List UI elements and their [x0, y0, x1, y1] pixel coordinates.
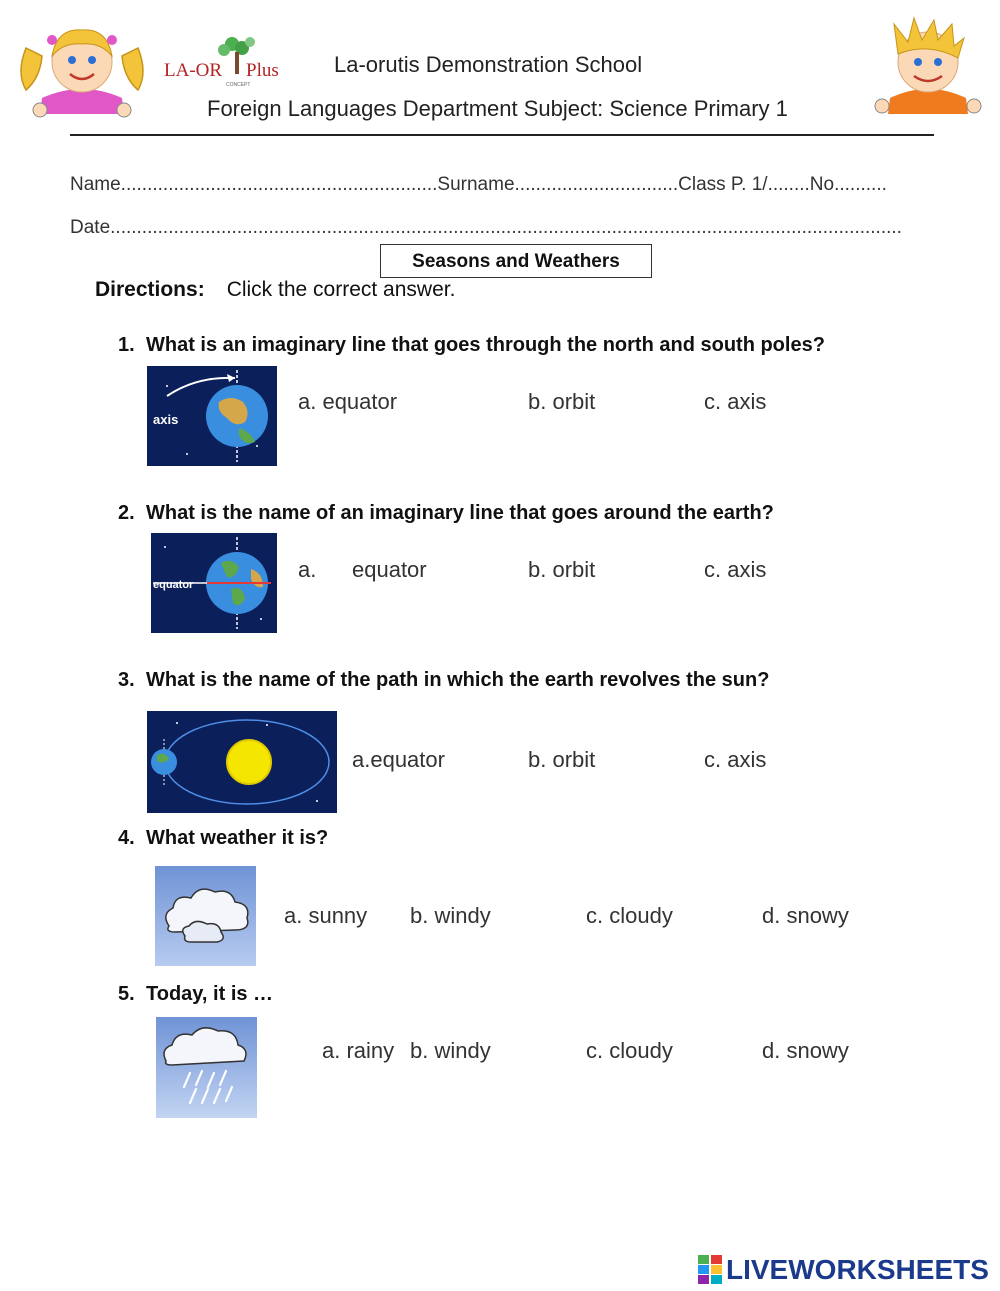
q5-option-c[interactable]: c. cloudy — [586, 1038, 673, 1063]
q4-option-d[interactable]: d. snowy — [762, 903, 849, 928]
rainy-weather-image — [156, 1017, 257, 1118]
school-name: La-orutis Demonstration School — [334, 52, 643, 77]
question-text: Today, it is … — [146, 983, 274, 1005]
logo-text: LA-OR — [164, 60, 223, 81]
question-4 — [118, 827, 328, 850]
question-1 — [118, 334, 825, 357]
q2-option-a-text[interactable]: equator — [352, 557, 427, 582]
question-3 — [118, 669, 769, 692]
q4-option-c[interactable]: c. cloudy — [586, 903, 673, 928]
question-text: What is an imaginary line that goes through the north and south poles? — [146, 334, 825, 356]
question-number: 1. — [118, 334, 135, 356]
q5-option-a[interactable]: a. rainy — [322, 1038, 395, 1063]
question-number: 5. — [118, 983, 135, 1005]
question-number: 3. — [118, 669, 135, 691]
question-5 — [118, 983, 273, 1006]
cloudy-weather-image — [155, 866, 256, 966]
q3-option-a[interactable]: a.equator — [352, 747, 445, 772]
directions-label: Directions: — [95, 278, 205, 301]
date-line: Date...................................................................................................................................................... — [70, 217, 902, 238]
earth-orbit-image — [147, 711, 337, 813]
q4-option-a[interactable]: a. sunny — [284, 903, 368, 928]
worksheet-title: Seasons and Weathers — [380, 244, 652, 278]
q2-option-c[interactable]: c. axis — [704, 557, 767, 582]
boy-cartoon-image — [868, 14, 988, 118]
liveworksheets-icon — [698, 1255, 722, 1285]
q3-option-c[interactable]: c. axis — [704, 747, 767, 772]
question-2 — [118, 502, 774, 525]
name-surname-class-line: Name............................................................Surname...............................Class P. 1/........No.......... — [70, 174, 887, 195]
question-text: What is the name of an imaginary line that goes around the earth? — [146, 502, 774, 524]
svg-text:Plus: Plus — [246, 60, 279, 81]
equator-label: equator — [153, 579, 194, 591]
directions-text: Click the correct answer. — [226, 278, 456, 301]
liveworksheets-brand: LIVEWORKSHEETS — [726, 1254, 989, 1285]
earth-equator-image — [151, 533, 277, 633]
earth-axis-image — [147, 366, 277, 466]
q2-option-a[interactable]: a. — [298, 557, 317, 582]
department-subject: Foreign Languages Department Subject: Science Primary 1 — [207, 96, 788, 121]
q3-option-b[interactable]: b. orbit — [528, 747, 596, 772]
question-text: What weather it is? — [146, 827, 329, 849]
directions — [95, 278, 455, 302]
girl-cartoon-image — [12, 18, 152, 118]
q5-option-b[interactable]: b. windy — [410, 1038, 491, 1063]
axis-label: axis — [153, 412, 179, 427]
liveworksheets-logo — [698, 1254, 989, 1286]
question-number: 4. — [118, 827, 135, 849]
q2-option-b[interactable]: b. orbit — [528, 557, 596, 582]
q5-option-d[interactable]: d. snowy — [762, 1038, 849, 1063]
header-rule — [70, 134, 934, 136]
q1-option-a[interactable]: a. equator — [298, 389, 398, 414]
q1-option-b[interactable]: b. orbit — [528, 389, 596, 414]
question-text: What is the name of the path in which the earth revolves the sun? — [146, 669, 770, 691]
school-logo — [162, 34, 286, 88]
q1-option-c[interactable]: c. axis — [704, 389, 767, 414]
q4-option-b[interactable]: b. windy — [410, 903, 491, 928]
svg-text:CONCEPT: CONCEPT — [226, 82, 251, 88]
question-number: 2. — [118, 502, 135, 524]
